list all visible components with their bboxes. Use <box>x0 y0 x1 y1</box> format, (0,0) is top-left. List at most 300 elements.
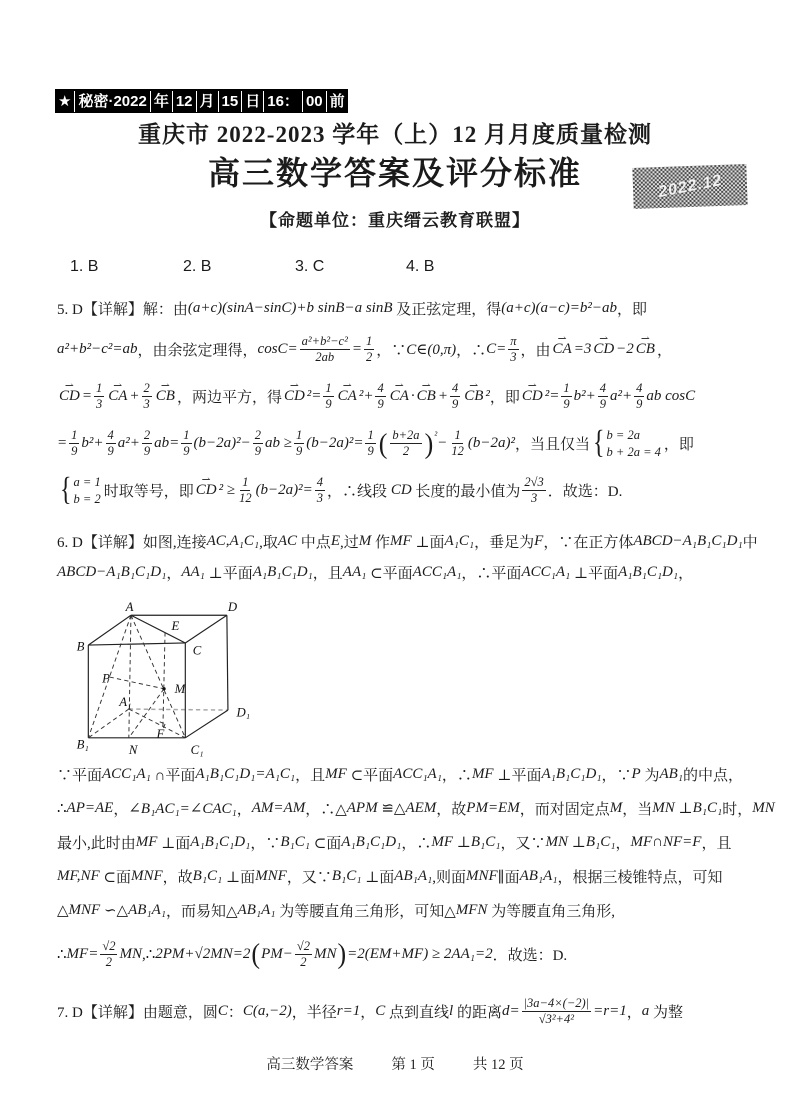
math-run: AA₁ <box>181 564 205 580</box>
text-run: ⊥面 <box>411 535 445 551</box>
fraction <box>142 428 152 459</box>
text-run: ， <box>656 343 672 359</box>
answer-row <box>0 258 790 280</box>
math-run: M <box>358 533 372 549</box>
text-run: ，即 <box>489 390 520 406</box>
figure-label: B₁ <box>76 737 89 752</box>
fraction <box>375 381 385 412</box>
math-run: MNF <box>255 867 287 884</box>
math-run: B₁C₁ <box>192 867 223 884</box>
text-run: ．故选：D. <box>492 947 568 964</box>
text-run: ，∵在正方体 <box>543 535 634 551</box>
math-run: + <box>437 388 448 404</box>
text-run: ⊂面 <box>309 835 342 852</box>
cases-lines <box>607 427 661 461</box>
banner-segment: 年 <box>150 91 172 112</box>
math-run: + <box>129 388 140 404</box>
math-run: =2(EM+MF) ≥ 2AA₁=2 <box>347 945 493 962</box>
figure-label: E <box>171 619 180 634</box>
solution-line <box>57 326 757 373</box>
math-run: (a+c)(sinA−sinC)+b sinB−a sinB <box>187 300 393 316</box>
paren-group <box>250 939 347 970</box>
text-run: 为 <box>640 767 660 784</box>
math-run: MNF <box>68 901 101 918</box>
fraction <box>598 381 608 412</box>
text-run: ，且 <box>295 767 326 784</box>
answer-item: 4. B <box>406 258 435 275</box>
cube-figure <box>56 595 256 757</box>
math-run: AM=AM <box>251 799 306 816</box>
proposition-unit: 【命题单位：重庆缙云教育联盟】 <box>260 211 530 230</box>
fraction <box>390 428 421 459</box>
text-run: ⊥平面 <box>204 566 253 582</box>
fraction <box>69 428 79 459</box>
math-run: AEM <box>405 799 437 816</box>
close-paren: ) <box>424 427 434 459</box>
fraction-denominator: 3 <box>143 397 150 411</box>
math-run: ² ≥ <box>218 482 236 498</box>
text-run: ,取 <box>259 535 278 551</box>
math-run: AB₁A₁ <box>519 867 558 884</box>
fraction-denominator: 9 <box>107 444 114 458</box>
text-run: ∴ <box>57 946 67 963</box>
fraction-numerator: √2 <box>296 938 310 953</box>
text-run: ⊥平面 <box>493 767 542 784</box>
figure-line <box>131 615 185 738</box>
text-run: ，由 <box>520 343 551 359</box>
math-run: MF <box>135 833 158 850</box>
fraction <box>323 381 333 412</box>
math-run: (b−2a)²− <box>193 435 251 451</box>
figure-line <box>88 615 131 645</box>
figure-label: N <box>128 742 138 757</box>
text-run: ⊂平面 <box>346 767 394 784</box>
math-run: B₁C₁ <box>280 833 310 850</box>
math-run: MN <box>119 945 142 962</box>
fraction-numerator: b+2a <box>392 428 420 442</box>
answer-item: 3. C <box>295 258 325 275</box>
math-run: MF <box>471 765 494 782</box>
fraction-denominator: 9 <box>367 444 374 458</box>
vector-run: ⇀ CB <box>636 341 655 358</box>
math-run: CD <box>390 482 412 498</box>
text-run: ∥面 <box>497 869 520 886</box>
brace: { <box>60 472 72 508</box>
banner-segment: 16： <box>263 91 302 112</box>
case-line: b = 2a <box>606 427 640 442</box>
text-run: ∩平面 <box>150 767 196 784</box>
text-run: ⊥ <box>567 834 586 851</box>
math-run: MN <box>313 945 337 962</box>
cases-group <box>60 474 101 508</box>
math-run: ab cosC <box>646 388 696 404</box>
math-run: MFN <box>455 901 488 918</box>
text-run: ，由余弦定理得， <box>137 343 258 359</box>
math-run: b²+ <box>573 388 596 404</box>
math-run: MNF <box>465 867 498 884</box>
math-run: = <box>81 388 92 404</box>
figure-label: P <box>102 671 110 686</box>
text-run: △ <box>57 902 69 919</box>
fraction-numerator: 2√3 <box>524 475 544 489</box>
math-run: B₁C₁ <box>470 833 501 850</box>
fraction-denominator: 12 <box>451 444 464 458</box>
text-run: ，∴线段 <box>327 484 391 500</box>
fraction-denominator: 2ab <box>315 350 335 364</box>
math-run: A₁B₁C₁D₁ <box>541 765 602 782</box>
banner-segment: 前 <box>326 91 348 112</box>
math-run: = <box>351 341 362 357</box>
exam-title: 重庆市 2022-2023 学年（上）12 月月度质量检测 <box>138 122 652 147</box>
math-run: AB₁A₁ <box>237 901 276 918</box>
solution-line <box>57 373 757 420</box>
paren-group <box>378 428 438 459</box>
text-run: ，∵ <box>376 343 407 359</box>
text-run: 中 <box>742 535 758 551</box>
text-run: 作 <box>371 535 391 551</box>
text-run: 中点 <box>297 535 331 551</box>
text-run: ，∴△ <box>305 801 347 818</box>
fraction-denominator: 3 <box>95 397 103 411</box>
figure-point-M <box>162 687 165 690</box>
text-run: ⊥ <box>453 834 471 851</box>
footer-item: 共 12 页 <box>472 1057 524 1073</box>
text-run: ，故 <box>436 801 467 818</box>
case-line: a = 1 <box>73 474 101 489</box>
cases-group <box>593 427 661 461</box>
math-run: PM− <box>261 945 293 962</box>
page-footer <box>0 1053 790 1074</box>
math-run: P <box>631 765 641 782</box>
text-run: ，且 <box>312 566 343 582</box>
text-run: 时， <box>722 801 753 818</box>
math-run: a <box>641 1002 650 1019</box>
math-run: ABCD−A₁B₁C₁D₁ <box>57 564 167 580</box>
math-run: E <box>330 533 340 549</box>
fraction <box>508 334 518 365</box>
text-run: ， <box>678 566 694 582</box>
math-run: C= <box>486 341 507 357</box>
banner-segment: 月 <box>196 91 218 112</box>
figure-line <box>163 632 165 727</box>
math-run: C <box>375 1002 386 1019</box>
math-run: AA₁ <box>342 564 367 580</box>
fraction-numerator: 2 <box>143 428 151 442</box>
math-run: C∈(0,π) <box>406 342 457 358</box>
text-run: ,过 <box>339 535 359 551</box>
text-run: ， <box>113 801 129 818</box>
text-run: 为等腰直角三角形，可知△ <box>275 903 456 920</box>
text-run: 及正弦定理，得 <box>392 302 502 318</box>
math-run: ACC₁A₁ <box>393 765 442 782</box>
fraction-denominator: 9 <box>71 444 78 458</box>
banner-segment: 日 <box>241 91 263 112</box>
text-run: ，当且仅当 <box>514 437 590 453</box>
fraction <box>94 381 104 412</box>
solution-7 <box>57 980 757 1042</box>
text-run: 5. D【详解】解：由 <box>57 302 188 318</box>
figure-label: D₁ <box>236 705 251 720</box>
figure-line <box>227 615 228 710</box>
case-line: b + 2a = 4 <box>606 444 661 459</box>
figure-line <box>88 709 128 738</box>
fraction-denominator: 3 <box>530 491 538 505</box>
math-run: ² <box>485 388 490 404</box>
math-run: ab ≥ <box>264 435 292 451</box>
text-run: 长度的最小值为 <box>411 484 521 500</box>
text-run: ，即 <box>617 302 648 318</box>
figure-label: D <box>227 599 238 614</box>
vector-run: ⇀ CD <box>284 388 305 405</box>
text-run: ，当 <box>622 801 653 818</box>
fraction-numerator: 4 <box>599 381 606 395</box>
figure-label: A <box>125 599 134 614</box>
fraction-denominator: 9 <box>599 397 606 411</box>
fraction <box>142 381 152 412</box>
text-run: ，又∵ <box>286 869 332 886</box>
fraction <box>237 475 254 506</box>
fraction-numerator: π <box>510 334 517 348</box>
text-run: ，两边平方，得 <box>176 390 282 406</box>
math-run: (a+c)(a−c)=b²−ab <box>501 300 618 316</box>
math-run: F <box>534 533 544 549</box>
solution-line <box>57 893 757 927</box>
text-run: ，且 <box>701 835 732 852</box>
math-run: l <box>449 1002 454 1019</box>
text-run: ⊂平面 <box>366 566 413 582</box>
math-run: =A₁C₁ <box>255 765 296 782</box>
fraction-denominator: 9 <box>377 397 384 411</box>
fraction-denominator: 9 <box>295 444 303 458</box>
fraction-denominator: 3 <box>316 491 324 505</box>
text-run: ⊥面 <box>157 835 191 852</box>
fraction-numerator: 4 <box>636 381 643 395</box>
math-run: B₁C₁ <box>585 833 616 850</box>
fraction-numerator: 1 <box>454 428 461 442</box>
solution-6-intro <box>57 526 757 588</box>
fraction-denominator: √3²+4² <box>538 1011 574 1026</box>
math-run: AB₁A₁ <box>394 867 433 884</box>
text-run: ，∴ <box>401 835 432 852</box>
fraction-denominator: 9 <box>183 444 190 458</box>
fraction-denominator: 2 <box>365 350 373 364</box>
text-run: ， <box>236 801 252 818</box>
math-run: AC <box>277 533 298 549</box>
text-run: ， <box>626 1004 642 1021</box>
math-run: AC,A₁C₁ <box>206 533 260 549</box>
math-run: MNF <box>130 867 163 884</box>
solution-line <box>57 757 757 791</box>
vector-run: ⇀ CA <box>108 388 127 405</box>
text-run: 为等腰直角三角形, <box>487 903 615 920</box>
fraction-numerator: 4 <box>107 428 114 442</box>
solution-line <box>57 291 757 326</box>
figure-label: A₁ <box>119 694 132 709</box>
fraction <box>634 381 644 412</box>
math-run: a²+ <box>609 388 633 404</box>
math-run: ²= <box>306 388 322 404</box>
math-run: B₁C₁ <box>692 799 723 816</box>
solution-line <box>57 526 757 557</box>
text-run: 为整 <box>649 1004 683 1021</box>
fraction-numerator: 4 <box>451 381 459 395</box>
figure-line <box>160 722 165 724</box>
math-run: AB₁ <box>659 765 683 782</box>
math-run: A₁B₁C₁D₁ <box>341 833 402 850</box>
vector-run: ⇀ CD <box>196 482 217 499</box>
math-run: ²+ <box>358 388 374 404</box>
figure-line <box>185 710 228 738</box>
text-run: ⊥面 <box>361 869 395 886</box>
fraction-denominator: 3 <box>510 350 517 364</box>
text-run: 7. D【详解】由题意，圆 <box>57 1004 218 1021</box>
brace: { <box>592 425 605 461</box>
fraction <box>561 381 571 412</box>
math-run: a²+ <box>117 435 140 451</box>
fraction <box>364 334 374 365</box>
math-run: M <box>609 799 623 816</box>
math-run: C <box>217 1002 228 1019</box>
fraction-numerator: 1 <box>367 428 374 442</box>
math-run: = <box>57 435 68 451</box>
fraction-numerator: 1 <box>183 428 190 442</box>
figure-label: B <box>76 639 85 654</box>
fraction <box>294 428 304 459</box>
text-run: ，∴ <box>456 343 487 359</box>
fraction <box>100 939 117 970</box>
math-run: MF,NF <box>57 867 100 884</box>
math-run: MF <box>630 833 653 850</box>
text-run: ⊥ <box>674 800 693 817</box>
paren-inner <box>388 428 423 459</box>
figure-label: C₁ <box>190 742 204 757</box>
math-run: ABCD−A₁B₁C₁D₁ <box>633 533 743 549</box>
math-run: (b−2a)²= <box>255 482 313 498</box>
math-run: =3 <box>573 341 592 357</box>
fraction-denominator: 9 <box>563 397 570 411</box>
fraction-denominator: 9 <box>636 397 643 411</box>
text-run: ， <box>166 566 182 582</box>
math-run: A₁C₁ <box>444 533 475 549</box>
solution-line <box>57 980 757 1042</box>
solution-line <box>57 825 757 859</box>
text-run: ，而对固定点 <box>519 801 610 818</box>
math-run: ab= <box>154 435 180 451</box>
math-run: b²+ <box>81 435 104 451</box>
math-run: −2 <box>616 341 634 357</box>
text-run: ： <box>227 1004 243 1021</box>
paren-inner <box>261 939 336 970</box>
solution-6-body <box>57 757 775 981</box>
math-run: r=1 <box>336 1002 361 1019</box>
fraction-denominator: 9 <box>325 397 332 411</box>
banner-segment: 15 <box>218 91 242 112</box>
math-run: ACC₁A₁ <box>521 564 571 580</box>
figure-line <box>129 615 131 738</box>
math-run: (b−2a)²= <box>306 435 364 451</box>
text-run: ，而易知△ <box>166 903 238 920</box>
text-run: ∽△ <box>100 902 129 919</box>
text-run: ，∴平面 <box>461 566 522 582</box>
fraction <box>295 939 312 970</box>
text-run: ⊥面 <box>222 869 256 886</box>
fraction-numerator: 4 <box>377 381 384 395</box>
text-run: ，垂足为 <box>474 535 535 551</box>
vector-run: ⇀ CD <box>593 341 614 358</box>
math-run: AP=AE <box>66 799 114 816</box>
fraction-numerator: 1 <box>71 428 78 442</box>
figure-line <box>88 643 185 645</box>
cube-figure-svg <box>56 595 256 757</box>
watermark-text: 2022.12 <box>656 171 724 201</box>
cases-lines <box>74 474 101 508</box>
math-run: ²= <box>544 388 560 404</box>
math-run: MF= <box>66 945 99 962</box>
banner-segment: 秘密·2022 <box>74 91 149 112</box>
text-run: ∩ <box>652 833 663 850</box>
math-run: a²+b²−c²=ab <box>57 341 138 357</box>
math-run: · <box>410 388 415 404</box>
text-run: 的中点， <box>683 767 744 784</box>
fraction <box>253 428 263 459</box>
text-run: ⊂面 <box>99 869 131 886</box>
text-run: ∵平面 <box>57 767 103 784</box>
figure-label: F <box>156 726 165 741</box>
fraction-denominator: 2 <box>402 444 410 458</box>
banner-segment: 00 <box>302 91 326 112</box>
answer-item: 2. B <box>183 258 212 275</box>
math-run: 2PM+√2MN=2 <box>155 945 251 962</box>
vector-run: ⇀ CD <box>59 388 80 405</box>
math-run: C(a,−2) <box>242 1002 292 1019</box>
math-run: APM <box>346 799 378 816</box>
fraction <box>365 428 375 459</box>
math-run: A₁B₁C₁D₁ <box>252 564 313 580</box>
fraction <box>300 334 350 365</box>
open-paren: ( <box>251 937 261 970</box>
text-run: ， <box>360 1004 376 1021</box>
banner-segment: ★ <box>58 92 72 110</box>
fraction-numerator: 1 <box>563 381 570 395</box>
text-run: 6. D【详解】如图,连接 <box>57 535 207 551</box>
vector-run: ⇀ CB <box>417 388 436 405</box>
solution-line <box>57 467 757 514</box>
solution-5 <box>57 291 757 514</box>
text-run: ，∴ <box>441 767 472 784</box>
math-run: A₁B₁C₁D₁ <box>618 564 679 580</box>
vector-run: ⇀ CB <box>156 388 175 405</box>
text-run: ，又∵ <box>500 835 546 852</box>
fraction-denominator: 9 <box>143 444 151 458</box>
fraction-numerator: 1 <box>242 475 249 489</box>
math-run: MN <box>752 799 775 816</box>
figure-label: C <box>192 643 202 658</box>
vector-run: ⇀ CA <box>553 341 572 358</box>
figure-line <box>185 615 227 643</box>
banner-segment: 12 <box>172 91 196 112</box>
fraction <box>522 996 592 1027</box>
vector-run: ⇀ CA <box>338 388 357 405</box>
math-run: ACC₁A₁ <box>102 765 151 782</box>
text-run: 最小,此时由 <box>57 835 136 852</box>
solution-line <box>57 927 757 981</box>
watermark-stamp <box>632 164 747 209</box>
figure-line <box>129 709 228 710</box>
text-run: ，即 <box>663 437 694 453</box>
fraction-denominator: 9 <box>254 444 261 458</box>
fraction <box>315 475 325 506</box>
text-run: ,则面 <box>432 869 466 886</box>
